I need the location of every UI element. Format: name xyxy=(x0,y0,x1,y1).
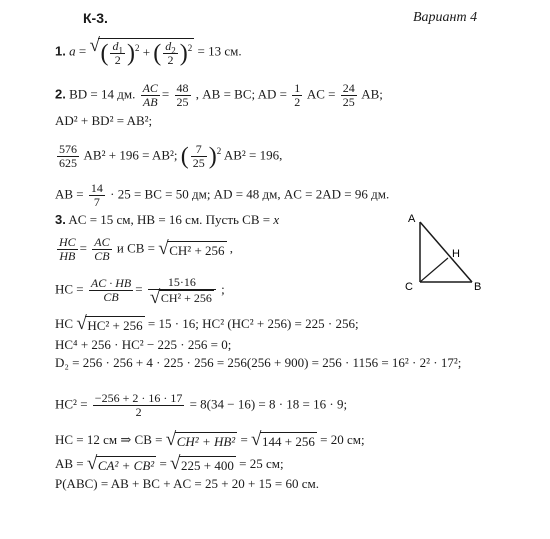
vertex-c: C xyxy=(405,281,413,293)
page-title: К-3. xyxy=(83,10,108,26)
problem-3-line-6: D₂ = 256 · 256 + 4 · 225 · 256 = 256(256 + 900) = 256 · 1156 = 16² · 2² · 17²; xyxy=(55,355,462,370)
point-h: H xyxy=(452,248,460,260)
problem-3-line-8: HC = 12 см ⇒ CB = √ CH² + HB² = √ 144 + 256 = 20 см; xyxy=(55,429,365,451)
side-ab xyxy=(420,222,472,282)
problem-3-line-7: HC² = $\frac{-256 + 2 \cdot 16 \cdot 17}{2}$ = 8(34 − 16) = 8 · 18 = 16 · 9; xyxy=(55,391,348,419)
triangle-figure xyxy=(400,210,520,300)
vertex-b: B xyxy=(474,281,482,293)
variant-label: Вариант 4 xyxy=(413,10,478,25)
problem-3-line-10: P(ABC) = AB + BC + AC = 25 + 20 + 15 = 60 см. xyxy=(55,476,319,491)
radical: √ ( $\frac{d_1}{2}$ )$^2$ + ( $\frac{d_2}{2}$ )$^2$ xyxy=(89,35,193,67)
problem-2-line-3: $\frac{576}{625}$ AB² + 196 = AB²; ( $\frac{7}{25}$ )$^2$ AB² = 196, xyxy=(59,142,283,170)
problem-2-line-4: AB = $\frac{14}{7}$ · 25 = BC = 50 дм; AD = 48 дм, AC = 2AD = 96 дм. xyxy=(55,181,390,209)
problem-2-line-1: 2. BD = 14 дм. $\frac{AC}{AB}$ = $\frac{48}{25}$ , AB = BC; AD = $\frac{1}{2}$ AC = $\frac{24}{25}$ AB; xyxy=(55,81,383,109)
problem-3-line-3: HC = $\frac{AC \cdot HB}{CB}$ = 15·16 √ CH² + 256 ; xyxy=(55,275,225,308)
problem-3-line-1: 3. AC = 15 см, HB = 16 см. Пусть CB = x xyxy=(55,212,280,227)
problem-3-line-4: HC √ HC² + 256 = 15 · 16; HC² (HC² + 256) = 225 · 256; xyxy=(55,313,359,335)
problem-1: 1. a = √ ( $\frac{d_1}{2}$ )$^2$ + ( $\frac{d_2}{2}$ )$^2$ = 13 см. xyxy=(55,35,242,67)
problem-3-line-2: $\frac{HC}{HB}$ = $\frac{AC}{CB}$ и CB = √ CH² + 256 , xyxy=(59,235,234,263)
problem-3-line-5: HC⁴ + 256 · HC² − 225 · 256 = 0; xyxy=(55,337,232,352)
problem-2-line-2: AD² + BD² = AB²; xyxy=(55,113,153,128)
altitude-ch xyxy=(420,258,448,282)
problem-3-line-9: AB = √ CA² + CB² = √ 225 + 400 = 25 см; xyxy=(55,453,284,475)
vertex-a: A xyxy=(408,213,416,225)
